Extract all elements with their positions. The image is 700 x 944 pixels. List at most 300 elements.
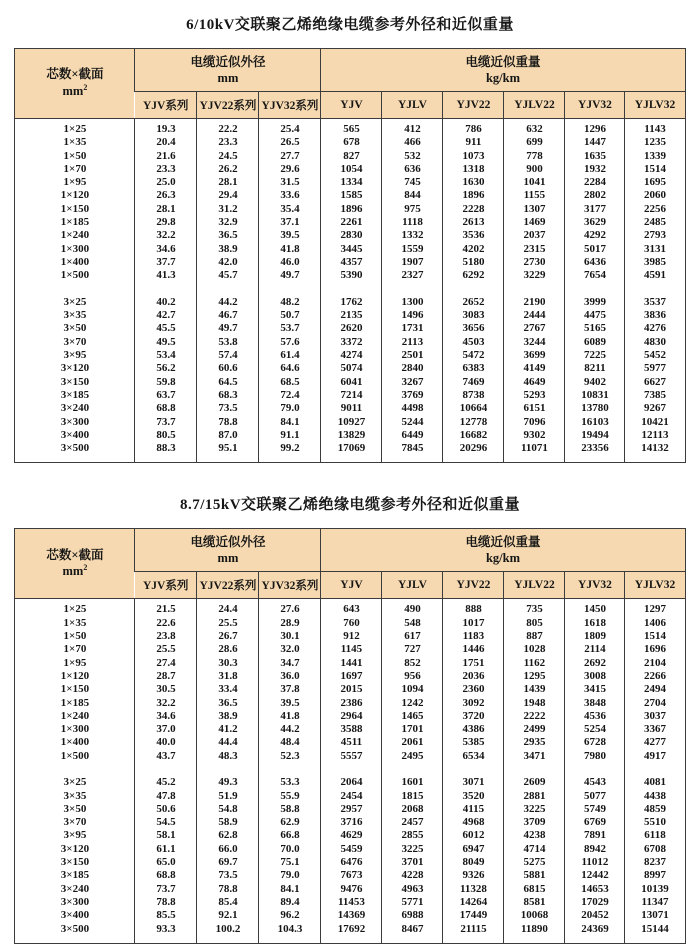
spec-cell: 1×400 [15, 736, 135, 749]
value-cell: 2261 [321, 216, 382, 229]
spec-cell: 3×500 [15, 923, 135, 944]
value-cell: 6151 [504, 402, 565, 415]
value-cell: 31.5 [259, 176, 321, 189]
table-row [15, 829, 685, 842]
value-cell: 7891 [565, 829, 625, 842]
value-cell: 22.6 [135, 617, 197, 630]
section-8-7-15kv [0, 493, 700, 943]
value-cell: 28.9 [259, 617, 321, 630]
value-cell: 1630 [443, 176, 504, 189]
value-cell: 9326 [443, 869, 504, 882]
value-cell: 57.4 [197, 349, 259, 362]
value-cell: 17449 [443, 909, 504, 922]
value-cell: 3701 [382, 856, 443, 869]
value-cell: 37.7 [135, 256, 197, 269]
value-cell: 4963 [382, 883, 443, 896]
value-cell: 912 [321, 630, 382, 643]
group-spacer-row [15, 283, 685, 296]
table-row [15, 750, 685, 763]
value-cell: 7980 [565, 750, 625, 763]
value-cell: 4238 [504, 829, 565, 842]
value-cell: 14264 [443, 896, 504, 909]
value-cell: 617 [382, 630, 443, 643]
value-cell: 2064 [321, 776, 382, 789]
value-cell: 1697 [321, 670, 382, 683]
value-cell: 1297 [625, 599, 685, 617]
value-cell: 4498 [382, 402, 443, 415]
value-cell: 62.9 [259, 816, 321, 829]
spacer-cell [565, 283, 625, 296]
table-row [15, 843, 685, 856]
value-cell: 9476 [321, 883, 382, 896]
spec-cell: 3×240 [15, 402, 135, 415]
value-cell: 8942 [565, 843, 625, 856]
value-cell: 2692 [565, 657, 625, 670]
value-cell: 2802 [565, 189, 625, 202]
value-cell: 4543 [565, 776, 625, 789]
value-cell: 36.0 [259, 670, 321, 683]
value-cell: 2060 [625, 189, 685, 202]
value-cell: 1450 [565, 599, 625, 617]
spec-cell: 1×50 [15, 630, 135, 643]
value-cell: 490 [382, 599, 443, 617]
value-cell: 956 [382, 670, 443, 683]
table-row [15, 883, 685, 896]
value-cell: 37.1 [259, 216, 321, 229]
spec-cell: 1×185 [15, 216, 135, 229]
value-cell: 2135 [321, 309, 382, 322]
value-cell: 9402 [565, 376, 625, 389]
table-row [15, 643, 685, 656]
spec-cell: 1×25 [15, 119, 135, 137]
spec-cell: 3×35 [15, 790, 135, 803]
value-cell: 23.3 [135, 163, 197, 176]
spec-cell: 3×50 [15, 322, 135, 335]
value-cell: 2964 [321, 710, 382, 723]
value-cell: 99.2 [259, 442, 321, 463]
spec-header-line1: 芯数×截面 [46, 547, 104, 562]
value-cell: 78.8 [197, 416, 259, 429]
value-cell: 25.4 [259, 119, 321, 137]
value-cell: 4292 [565, 229, 625, 242]
value-cell: 6012 [443, 829, 504, 842]
value-cell: 6769 [565, 816, 625, 829]
value-cell: 51.9 [197, 790, 259, 803]
spec-cell: 3×70 [15, 336, 135, 349]
value-cell: 3415 [565, 683, 625, 696]
header-cell-yjv: YJV [321, 92, 382, 119]
value-cell: 85.5 [135, 909, 197, 922]
value-cell: 9011 [321, 402, 382, 415]
value-cell: 37.0 [135, 723, 197, 736]
value-cell: 58.8 [259, 803, 321, 816]
spacer-cell [321, 763, 382, 776]
value-cell: 8581 [504, 896, 565, 909]
value-cell: 1751 [443, 657, 504, 670]
spec-cell: 3×95 [15, 349, 135, 362]
value-cell: 2830 [321, 229, 382, 242]
value-cell: 45.7 [197, 269, 259, 282]
table-row [15, 599, 685, 617]
value-cell: 54.5 [135, 816, 197, 829]
value-cell: 41.2 [197, 723, 259, 736]
value-cell: 87.0 [197, 429, 259, 442]
value-cell: 61.1 [135, 843, 197, 856]
value-cell: 54.8 [197, 803, 259, 816]
value-cell: 32.0 [259, 643, 321, 656]
value-cell: 84.1 [259, 416, 321, 429]
cable-table-8-7-15kv [14, 528, 685, 943]
value-cell: 49.3 [197, 776, 259, 789]
value-cell: 7385 [625, 389, 685, 402]
value-cell: 43.7 [135, 750, 197, 763]
spec-header-line2: $mm^2$ [62, 82, 88, 99]
value-cell: 53.4 [135, 349, 197, 362]
value-cell: 49.5 [135, 336, 197, 349]
value-cell: 68.5 [259, 376, 321, 389]
table-row [15, 923, 685, 944]
table-row [15, 296, 685, 309]
value-cell: 10927 [321, 416, 382, 429]
spec-cell: 1×70 [15, 163, 135, 176]
value-cell: 45.5 [135, 322, 197, 335]
value-cell: 4438 [625, 790, 685, 803]
value-cell: 39.5 [259, 697, 321, 710]
value-cell: 6815 [504, 883, 565, 896]
value-cell: 10664 [443, 402, 504, 415]
table-row [15, 136, 685, 149]
table-row [15, 203, 685, 216]
value-cell: 2793 [625, 229, 685, 242]
group-spacer-row [15, 763, 685, 776]
value-cell: 42.7 [135, 309, 197, 322]
spec-cell: 1×500 [15, 269, 135, 282]
value-cell: 104.3 [259, 923, 321, 944]
table-row [15, 630, 685, 643]
value-cell: 3629 [565, 216, 625, 229]
value-cell: 39.5 [259, 229, 321, 242]
value-cell: 3720 [443, 710, 504, 723]
value-cell: 34.6 [135, 710, 197, 723]
spec-header-line1: 芯数×截面 [46, 67, 104, 82]
value-cell: 93.3 [135, 923, 197, 944]
value-cell: 2652 [443, 296, 504, 309]
value-cell: 29.4 [197, 189, 259, 202]
header-cell-yjv32: YJV32 [565, 92, 625, 119]
value-cell: 5557 [321, 750, 382, 763]
value-cell: 2957 [321, 803, 382, 816]
value-cell: 96.2 [259, 909, 321, 922]
value-cell: 6728 [565, 736, 625, 749]
value-cell: 1155 [504, 189, 565, 202]
table-row [15, 429, 685, 442]
header-cell-yjv22-series: YJV22系列 [197, 92, 259, 119]
value-cell: 6449 [382, 429, 443, 442]
header-cell-yjv32-series: YJV32系列 [259, 92, 321, 119]
value-cell: 78.8 [197, 883, 259, 896]
value-cell: 91.1 [259, 429, 321, 442]
value-cell: 84.1 [259, 883, 321, 896]
value-cell: 26.3 [135, 189, 197, 202]
value-cell: 16682 [443, 429, 504, 442]
value-cell: 5510 [625, 816, 685, 829]
value-cell: 68.8 [135, 869, 197, 882]
value-cell: 1446 [443, 643, 504, 656]
table-body [15, 599, 685, 943]
value-cell: 1439 [504, 683, 565, 696]
value-cell: 62.8 [197, 829, 259, 842]
value-cell: 1406 [625, 617, 685, 630]
header-cell-yjv-series: YJV系列 [135, 92, 197, 119]
value-cell: 4917 [625, 750, 685, 763]
value-cell: 3225 [382, 843, 443, 856]
value-cell: 3588 [321, 723, 382, 736]
value-cell: 1318 [443, 163, 504, 176]
value-cell: 1469 [504, 216, 565, 229]
value-cell: 4591 [625, 269, 685, 282]
value-cell: 72.4 [259, 389, 321, 402]
value-cell: 1183 [443, 630, 504, 643]
value-cell: 41.8 [259, 710, 321, 723]
value-cell: 4276 [625, 322, 685, 335]
value-cell: 1300 [382, 296, 443, 309]
value-cell: 2613 [443, 216, 504, 229]
section-6-10kv [0, 13, 700, 463]
value-cell: 63.7 [135, 389, 197, 402]
value-cell: 5390 [321, 269, 382, 282]
cable-table-6-10kv [14, 48, 685, 463]
spacer-cell [321, 283, 382, 296]
value-cell: 64.5 [197, 376, 259, 389]
table-row [15, 909, 685, 922]
spec-cell: 3×25 [15, 296, 135, 309]
value-cell: 2190 [504, 296, 565, 309]
value-cell: 1731 [382, 322, 443, 335]
value-cell: 6041 [321, 376, 382, 389]
table-header [15, 49, 685, 119]
value-cell: 9267 [625, 402, 685, 415]
value-cell: 11012 [565, 856, 625, 869]
value-cell: 2444 [504, 309, 565, 322]
value-cell: 38.9 [197, 710, 259, 723]
value-cell: 6627 [625, 376, 685, 389]
value-cell: 56.2 [135, 362, 197, 375]
value-cell: 50.6 [135, 803, 197, 816]
value-cell: 5275 [504, 856, 565, 869]
value-cell: 15144 [625, 923, 685, 944]
value-cell: 1896 [321, 203, 382, 216]
value-cell: 37.8 [259, 683, 321, 696]
value-cell: 47.8 [135, 790, 197, 803]
table-body [15, 119, 685, 463]
header-cell-yjv32: YJV32 [565, 572, 625, 599]
value-cell: 2501 [382, 349, 443, 362]
header-group-weight: 电缆近似重量 kg/km [321, 49, 685, 92]
value-cell: 548 [382, 617, 443, 630]
table-row [15, 657, 685, 670]
value-cell: 8738 [443, 389, 504, 402]
value-cell: 3848 [565, 697, 625, 710]
value-cell: 3536 [443, 229, 504, 242]
value-cell: 1815 [382, 790, 443, 803]
value-cell: 5074 [321, 362, 382, 375]
value-cell: 887 [504, 630, 565, 643]
value-cell: 12113 [625, 429, 685, 442]
spacer-cell [625, 283, 685, 296]
header-group-diameter: 电缆近似外径 mm [135, 49, 321, 92]
spacer-cell [565, 763, 625, 776]
value-cell: 70.0 [259, 843, 321, 856]
value-cell: 745 [382, 176, 443, 189]
spec-cell: 3×300 [15, 896, 135, 909]
spec-cell: 3×400 [15, 909, 135, 922]
value-cell: 7845 [382, 442, 443, 463]
value-cell: 30.5 [135, 683, 197, 696]
value-cell: 4629 [321, 829, 382, 842]
value-cell: 6089 [565, 336, 625, 349]
value-cell: 1162 [504, 657, 565, 670]
value-cell: 17692 [321, 923, 382, 944]
value-cell: 45.2 [135, 776, 197, 789]
value-cell: 14132 [625, 442, 685, 463]
value-cell: 3471 [504, 750, 565, 763]
value-cell: 28.1 [197, 176, 259, 189]
value-cell: 2113 [382, 336, 443, 349]
table-row [15, 776, 685, 789]
value-cell: 12442 [565, 869, 625, 882]
value-cell: 3836 [625, 309, 685, 322]
value-cell: 14369 [321, 909, 382, 922]
value-cell: 1041 [504, 176, 565, 189]
value-cell: 73.7 [135, 416, 197, 429]
spec-cell: 1×50 [15, 150, 135, 163]
value-cell: 636 [382, 163, 443, 176]
value-cell: 2061 [382, 736, 443, 749]
value-cell: 100.2 [197, 923, 259, 944]
spec-cell: 1×70 [15, 643, 135, 656]
spec-cell: 3×185 [15, 869, 135, 882]
spacer-cell [259, 283, 321, 296]
value-cell: 1118 [382, 216, 443, 229]
spacer-cell [135, 763, 197, 776]
value-cell: 5452 [625, 349, 685, 362]
value-cell: 44.4 [197, 736, 259, 749]
value-cell: 643 [321, 599, 382, 617]
value-cell: 2386 [321, 697, 382, 710]
value-cell: 1635 [565, 150, 625, 163]
spec-cell: 1×35 [15, 617, 135, 630]
value-cell: 41.3 [135, 269, 197, 282]
value-cell: 2327 [382, 269, 443, 282]
value-cell: 5771 [382, 896, 443, 909]
value-cell: 20.4 [135, 136, 197, 149]
value-cell: 760 [321, 617, 382, 630]
spec-cell: 1×500 [15, 750, 135, 763]
value-cell: 21115 [443, 923, 504, 944]
table-row [15, 790, 685, 803]
spec-cell: 1×150 [15, 203, 135, 216]
value-cell: 3709 [504, 816, 565, 829]
value-cell: 23.8 [135, 630, 197, 643]
value-cell: 4649 [504, 376, 565, 389]
value-cell: 3716 [321, 816, 382, 829]
value-cell: 7225 [565, 349, 625, 362]
value-cell: 3520 [443, 790, 504, 803]
spacer-cell [443, 283, 504, 296]
value-cell: 17029 [565, 896, 625, 909]
value-cell: 1145 [321, 643, 382, 656]
value-cell: 73.5 [197, 869, 259, 882]
table-row [15, 896, 685, 909]
value-cell: 11347 [625, 896, 685, 909]
value-cell: 6947 [443, 843, 504, 856]
value-cell: 6476 [321, 856, 382, 869]
value-cell: 3537 [625, 296, 685, 309]
spec-cell: 1×300 [15, 723, 135, 736]
value-cell: 49.7 [259, 269, 321, 282]
value-cell: 1054 [321, 163, 382, 176]
value-cell: 3372 [321, 336, 382, 349]
value-cell: 1762 [321, 296, 382, 309]
table-row [15, 402, 685, 415]
value-cell: 22.2 [197, 119, 259, 137]
spacer-cell [15, 763, 135, 776]
value-cell: 49.7 [197, 322, 259, 335]
table-row [15, 736, 685, 749]
spacer-cell [135, 283, 197, 296]
value-cell: 40.0 [135, 736, 197, 749]
value-cell: 53.7 [259, 322, 321, 335]
value-cell: 33.4 [197, 683, 259, 696]
header-cell-yjv-series: YJV系列 [135, 572, 197, 599]
value-cell: 24.4 [197, 599, 259, 617]
spec-cell: 1×120 [15, 670, 135, 683]
header-cell-yjlv32: YJLV32 [625, 572, 685, 599]
spacer-cell [259, 763, 321, 776]
value-cell: 3177 [565, 203, 625, 216]
value-cell: 27.4 [135, 657, 197, 670]
value-cell: 2495 [382, 750, 443, 763]
value-cell: 1028 [504, 643, 565, 656]
value-cell: 6292 [443, 269, 504, 282]
value-cell: 1332 [382, 229, 443, 242]
value-cell: 805 [504, 617, 565, 630]
value-cell: 35.4 [259, 203, 321, 216]
header-group-weight: 电缆近似重量 kg/km [321, 529, 685, 572]
spec-cell: 3×150 [15, 376, 135, 389]
value-cell: 3769 [382, 389, 443, 402]
value-cell: 2068 [382, 803, 443, 816]
table-row [15, 362, 685, 375]
value-cell: 1235 [625, 136, 685, 149]
value-cell: 5293 [504, 389, 565, 402]
value-cell: 3445 [321, 243, 382, 256]
value-cell: 57.6 [259, 336, 321, 349]
value-cell: 23356 [565, 442, 625, 463]
value-cell: 8211 [565, 362, 625, 375]
value-cell: 26.2 [197, 163, 259, 176]
value-cell: 6708 [625, 843, 685, 856]
table-row [15, 617, 685, 630]
superscript-2: 2 [83, 563, 88, 573]
table-row [15, 229, 685, 242]
value-cell: 1559 [382, 243, 443, 256]
value-cell: 2855 [382, 829, 443, 842]
value-cell: 632 [504, 119, 565, 137]
value-cell: 4830 [625, 336, 685, 349]
value-cell: 66.0 [197, 843, 259, 856]
header-cell-yjv22: YJV22 [443, 92, 504, 119]
